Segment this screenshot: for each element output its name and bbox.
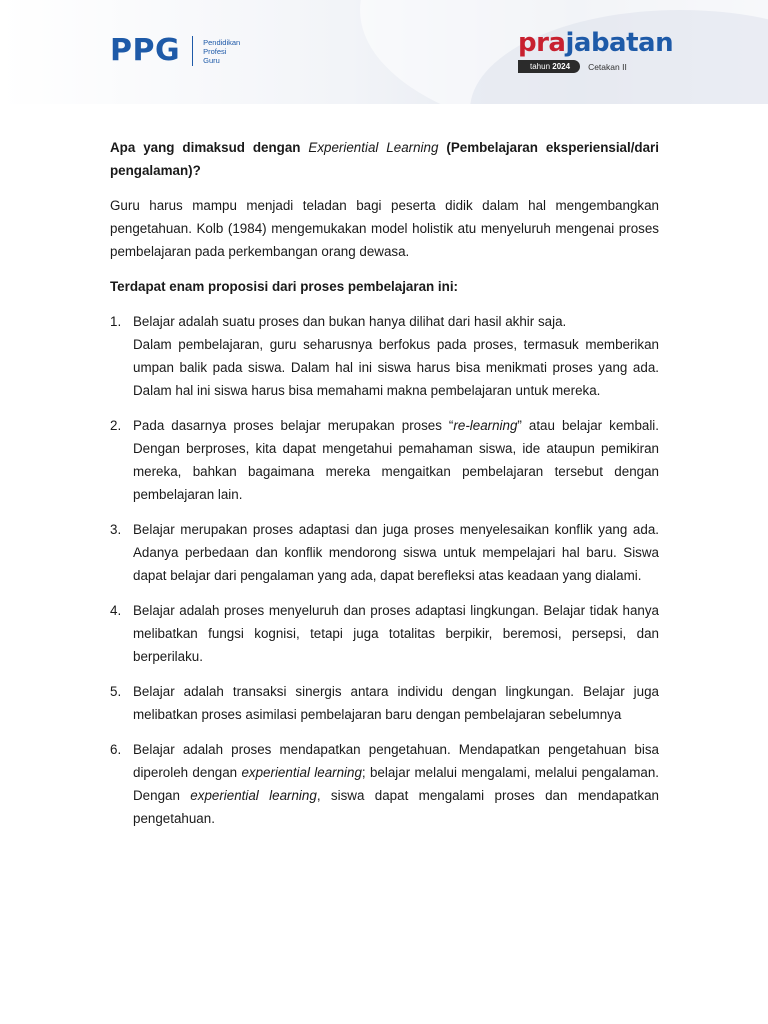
prajabatan-logo xyxy=(518,28,674,73)
item-text xyxy=(133,414,659,506)
proposition-list xyxy=(110,310,659,830)
list-item xyxy=(110,599,659,668)
year-badge xyxy=(518,60,580,73)
list-item xyxy=(110,738,659,830)
ppg-subtitle-line: Pendidikan xyxy=(203,37,241,47)
year-label: tahun xyxy=(530,62,551,71)
item-term: experiential learning xyxy=(241,765,362,780)
ppg-subtitle-line: Profesi xyxy=(203,46,227,56)
item-number: 5. xyxy=(110,684,122,699)
edition-label: Cetakan II xyxy=(588,61,627,72)
prajabatan-wordmark xyxy=(518,28,674,58)
list-heading: Terdapat enam proposisi dari proses pembelajaran ini: xyxy=(110,279,459,294)
item-text: Dalam pembelajaran, guru seharusnya berfokus pada proses, termasuk memberikan umpan balik pada siswa. Dalam hal ini siswa harus bisa menikmati proses yang ada. Dalam hal ini siswa harus bisa memahami makna pembelajaran untuk mereka. xyxy=(133,337,659,398)
item-body xyxy=(133,414,659,506)
logo-divider xyxy=(192,36,193,66)
item-text: Belajar adalah transaksi sinergis antara individu dengan lingkungan. Belajar juga melibatkan proses asimilasi pembelajaran baru dengan pembelajaran sebelumnya xyxy=(133,684,659,722)
edition-row xyxy=(518,60,666,73)
item-number: 4. xyxy=(110,603,122,618)
item-number: 1. xyxy=(110,314,122,329)
item-body xyxy=(133,599,659,668)
year-value: 2024 xyxy=(552,62,571,71)
item-number: 2. xyxy=(110,418,122,433)
question-text: (Pembelajaran eksperiensial/dari pengalaman)? xyxy=(110,140,659,178)
item-text-part: Pada dasarnya proses belajar merupakan proses “ xyxy=(133,418,454,433)
item-body xyxy=(133,680,659,726)
list-item xyxy=(110,310,659,402)
item-term: experiential learning xyxy=(190,788,317,803)
intro-paragraph: Guru harus mampu menjadi teladan bagi peserta didik dalam hal mengembangkan pengetahuan. Kolb (1984) mengemukakan model holistik atu menyeluruh mengenai proses pembelajaran pada perkembangan orang dewasa. xyxy=(110,198,659,259)
item-lead: Belajar adalah suatu proses dan bukan hanya dilihat dari hasil akhir saja. xyxy=(133,314,567,329)
list-item xyxy=(110,518,659,587)
item-text-part: ” atau belajar kembali. Dengan berproses, kita dapat mengetahui pemahaman siswa, ide ataupun pemikiran mereka, bahkan bagaimana mereka mengaitkan pembelajaran tersebut dengan pembelajaran lain. xyxy=(133,418,660,502)
item-text-part: , siswa dapat mengalami proses dan mendapatkan pengetahuan. xyxy=(133,788,659,826)
item-term: re-learning xyxy=(453,418,518,433)
wordmark-pra: pra xyxy=(518,28,566,58)
list-item xyxy=(110,680,659,726)
question-term: Experiential Learning xyxy=(308,140,439,155)
item-body xyxy=(133,310,659,402)
question-heading xyxy=(110,136,659,182)
ppg-logo-text: PPG xyxy=(110,33,181,68)
item-body xyxy=(133,518,659,587)
item-text xyxy=(133,738,659,830)
item-text: Belajar merupakan proses adaptasi dan juga proses menyelesaikan konflik yang ada. Adanya perbedaan dan konflik mendorong siswa untuk mempelajari hal baru. Siswa dapat belajar dari pengalaman yang ada, dapat berefleksi atas keadaan yang dialami. xyxy=(133,522,659,583)
item-text: Belajar adalah proses menyeluruh dan proses adaptasi lingkungan. Belajar tidak hanya melibatkan fungsi kognisi, tetapi juga totalitas berpikir, beremosi, persepsi, dan berperilaku. xyxy=(133,603,659,664)
list-item xyxy=(110,414,659,506)
ppg-subtitle-line: Guru xyxy=(203,55,220,65)
document-body xyxy=(110,136,659,842)
item-body xyxy=(133,738,659,830)
question-text: Apa yang dimaksud dengan xyxy=(110,140,309,155)
item-number: 3. xyxy=(110,522,122,537)
item-number: 6. xyxy=(110,742,122,757)
wordmark-jabatan: jabatan xyxy=(565,28,674,58)
ppg-logo xyxy=(110,33,241,68)
item-text-part: ; belajar melalui mengalami, melalui pengalaman. Dengan xyxy=(133,765,659,803)
item-text-part: Belajar adalah proses mendapatkan pengetahuan. Mendapatkan pengetahuan bisa diperoleh dengan xyxy=(133,742,659,780)
ppg-logo-subtitle xyxy=(203,38,240,65)
page-header xyxy=(0,0,768,104)
